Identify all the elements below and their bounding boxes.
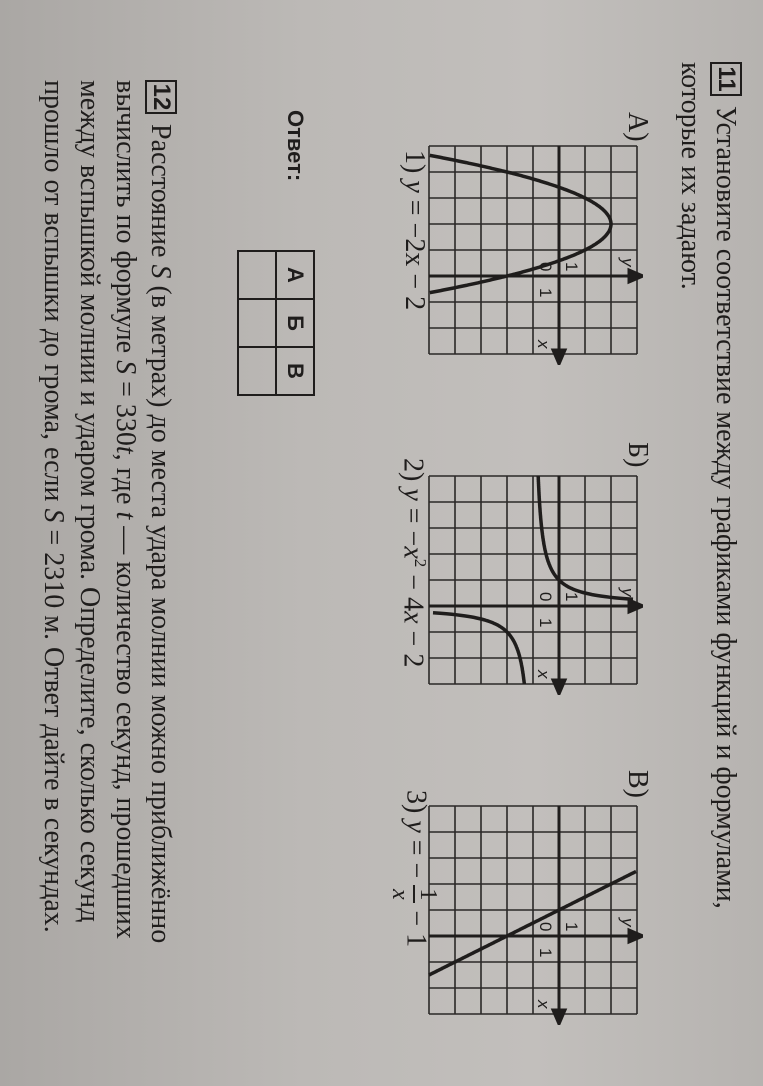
formula-1: 1) y = −2x − 2 [399,150,430,311]
task-12-number: 12 [145,80,177,114]
origin-label: 0 [536,592,555,602]
y-axis-label: y [618,918,637,927]
task-11-text-line1: Установите соответствие между графиками функций и формулами, [710,106,741,909]
answer-table [237,250,315,396]
graph-b [418,470,643,695]
x-axis-label: x [534,340,553,349]
origin-label: 0 [536,262,555,272]
graph-c-label: В) [622,770,653,798]
answer-header-b: Б [276,299,314,347]
y-unit-label: 1 [562,262,581,272]
grid [429,806,637,1014]
graph-c [418,800,643,1025]
graph-b-label: Б) [622,442,653,468]
grid [429,476,637,684]
task-12-line3: между вспышкой молнии и ударом грома. Определите, сколько секунд [74,80,105,923]
x-axis-arrow [553,1010,565,1024]
answer-cell-c[interactable] [238,347,276,395]
x-unit-label: 1 [536,618,555,628]
x-axis-arrow [553,350,565,364]
task-12-line2: вычислить по формуле S = 330t, где t — количество секунд, прошедших [110,80,141,939]
x-axis-arrow [553,680,565,694]
task-12-line4: прошло от вспышки до грома, если S = 2310 м. Ответ дайте в секундах. [38,80,69,933]
formula-2: 2) $y = -x^2 - 4x - 2$ [397,458,430,668]
x-axis-label: x [534,1000,553,1009]
y-axis-label: y [618,258,637,267]
formula-3: 3) y = − 1 x − 1 [387,790,441,948]
answer-header-a: А [276,251,314,299]
y-unit-label: 1 [562,592,581,602]
answer-cell-b[interactable] [238,299,276,347]
origin-label: 0 [536,922,555,932]
x-unit-label: 1 [536,948,555,958]
y-axis-label: y [618,588,637,597]
task-12-line1: Расстояние S (в метрах) до места удара молнии можно приближённо [145,124,176,944]
y-axis-arrow [629,930,643,942]
task-11-text-line2: которые их задают. [675,62,706,290]
hyperbola-branch-right [433,613,524,684]
task-11-number: 11 [710,62,742,96]
answer-cell-a[interactable] [238,251,276,299]
y-axis-arrow [629,270,643,282]
x-unit-label: 1 [536,288,555,298]
x-axis-label: x [534,670,553,679]
answer-header-c: В [276,347,314,395]
answer-label: Ответ: [283,110,308,182]
graph-a [418,140,643,365]
y-axis-arrow [629,600,643,612]
y-unit-label: 1 [562,922,581,932]
graph-a-label: А) [622,112,653,142]
